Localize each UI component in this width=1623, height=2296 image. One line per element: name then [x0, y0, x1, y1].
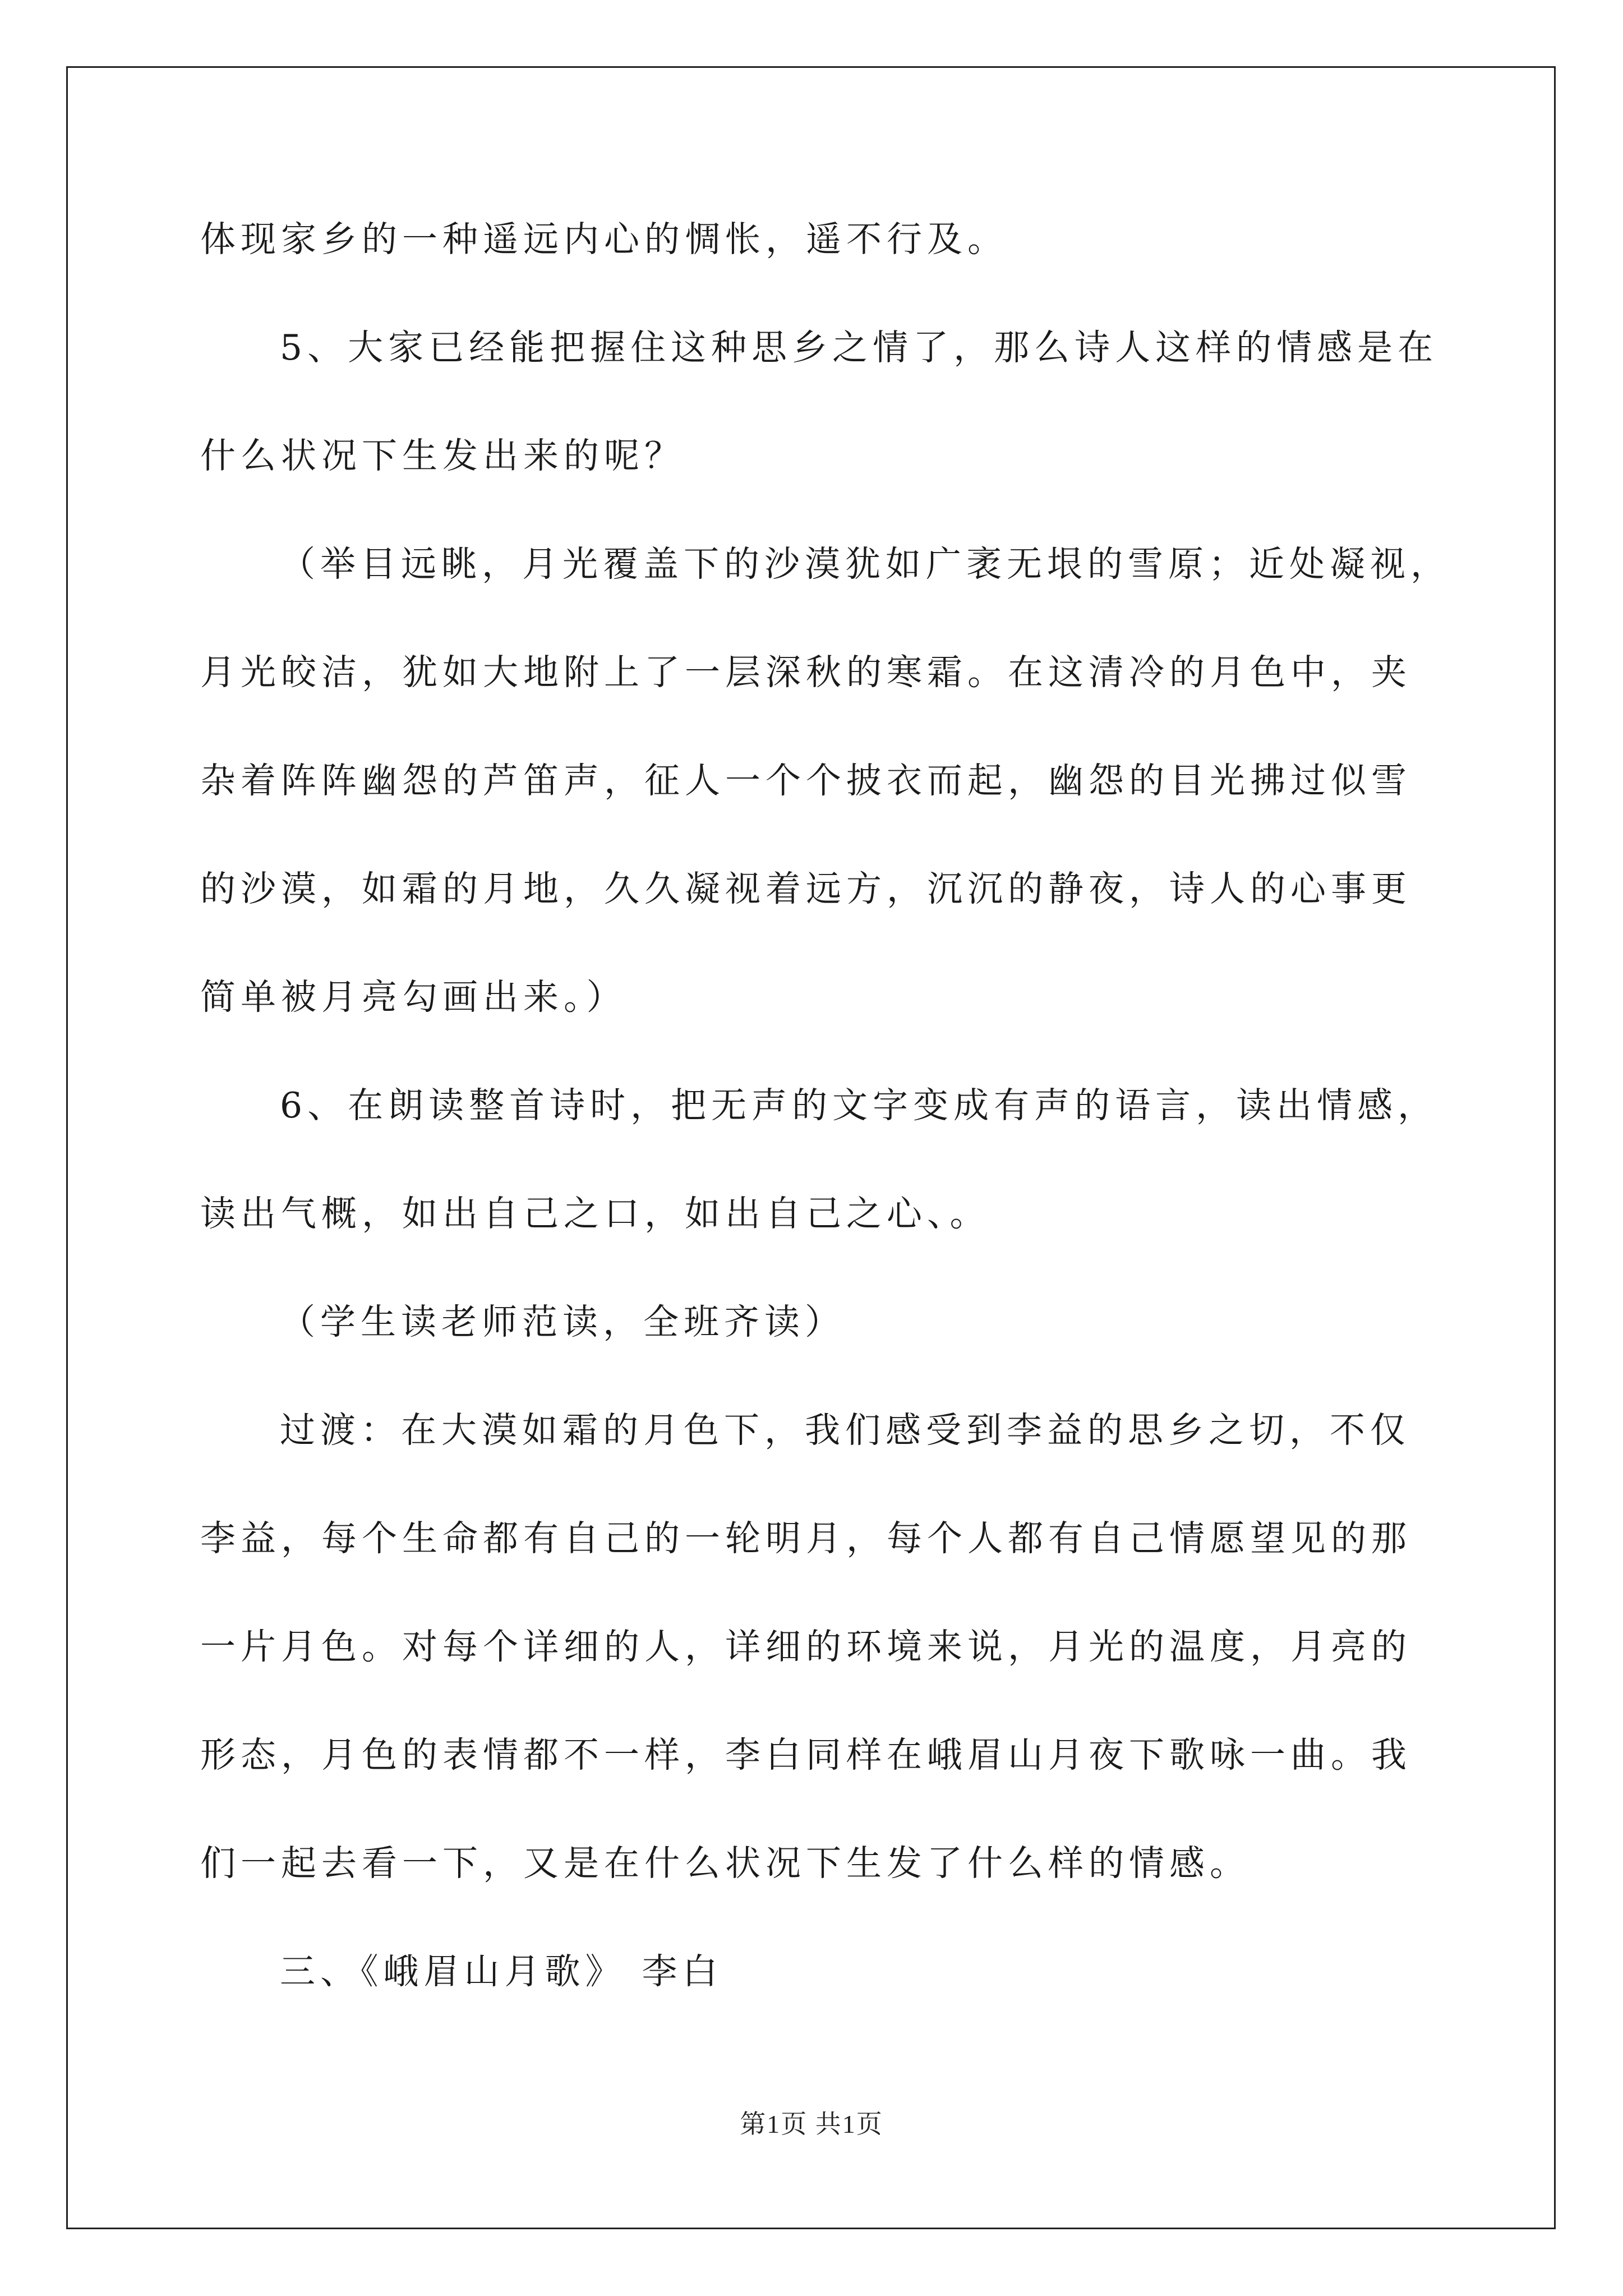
text-line: 三、《峨眉山月歌》 李白	[280, 1951, 723, 1992]
document-body	[200, 185, 1451, 2026]
text-line: 6、在朗读整首诗时，把无声的文字变成有声的语言，读出情感，	[280, 1085, 1438, 1126]
text-line: 李益，每个生命都有自己的一轮明月，每个人都有自己情愿望见的那	[200, 1518, 1412, 1559]
text-line: 5、大家已经能把握住这种思乡之情了，那么诗人这样的情感是在	[280, 327, 1438, 368]
text-line: 的沙漠，如霜的月地，久久凝视着远方，沉沉的静夜，诗人的心事更	[200, 868, 1412, 909]
text-line: 月光皎洁，犹如大地附上了一层深秋的寒霜。在这清冷的月色中，夹	[200, 652, 1412, 693]
text-line: （举目远眺，月光覆盖下的沙漠犹如广袤无垠的雪原；近处凝视，	[280, 544, 1451, 585]
text-line: 们一起去看一下，又是在什么状况下生发了什么样的情感。	[200, 1843, 1250, 1884]
text-line: 一片月色。对每个详细的人，详细的环境来说，月光的温度，月亮的	[200, 1626, 1412, 1667]
text-line: （学生读老师范读，全班齐读）	[280, 1301, 845, 1342]
text-line: 体现家乡的一种遥远内心的惆怅，遥不行及。	[200, 219, 1008, 260]
text-line: 杂着阵阵幽怨的芦笛声，征人一个个披衣而起，幽怨的目光拂过似雪	[200, 760, 1412, 801]
text-line: 形态，月色的表情都不一样，李白同样在峨眉山月夜下歌咏一曲。我	[200, 1734, 1412, 1775]
text-line: 过渡：在大漠如霜的月色下，我们感受到李益的思乡之切，不仅	[280, 1410, 1410, 1451]
page-number: 第1页 共1页	[740, 2110, 883, 2138]
text-line: 简单被月亮勾画出来。）	[200, 977, 627, 1018]
text-line: 读出气概，如出自己之口，如出自己之心、。	[200, 1193, 990, 1234]
text-line: 什么状况下生发出来的呢？	[200, 435, 685, 476]
